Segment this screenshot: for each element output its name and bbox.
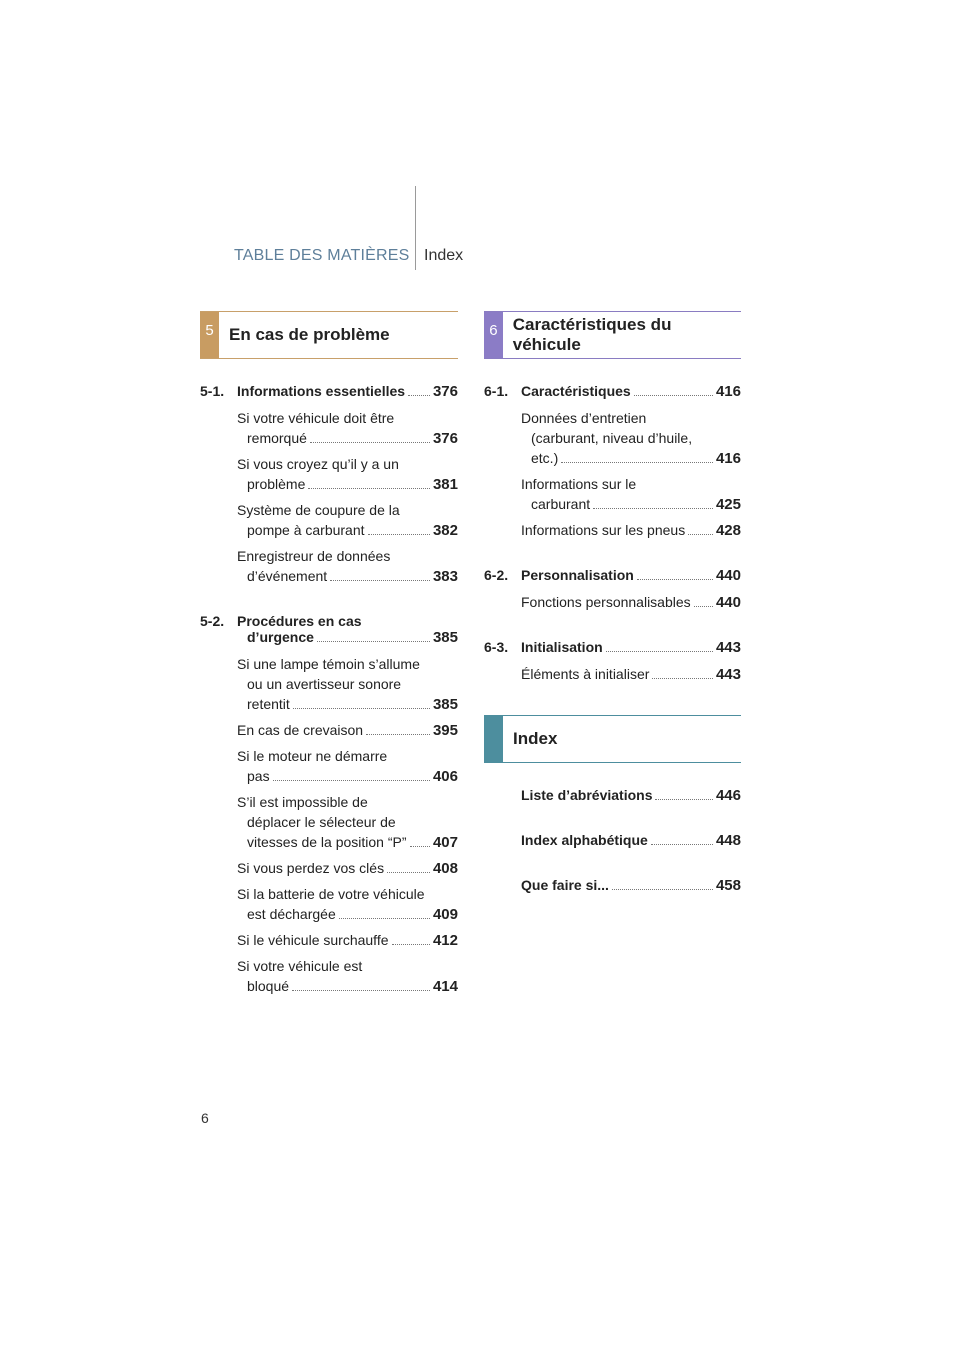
- item-row[interactable]: [521, 592, 741, 613]
- header-table-of-contents[interactable]: TABLE DES MATIÈRES: [234, 247, 410, 264]
- chapter-row[interactable]: [521, 639, 741, 656]
- item-row[interactable]: [237, 694, 458, 715]
- page-ref: 407: [432, 834, 458, 851]
- page-ref: 446: [715, 787, 741, 804]
- toc-item[interactable]: [237, 720, 458, 741]
- item-title: retentit: [247, 696, 290, 712]
- chapter-items: [237, 408, 458, 587]
- chapter-title: Informations essentielles: [237, 383, 406, 399]
- dot-leader: [339, 918, 430, 919]
- item-row[interactable]: [521, 664, 741, 685]
- dot-leader: [330, 580, 430, 581]
- chapter-title: Initialisation: [521, 639, 603, 655]
- page-ref: 376: [432, 430, 458, 447]
- toc-item[interactable]: [237, 408, 458, 449]
- item-row[interactable]: [521, 494, 741, 515]
- dot-leader: [387, 872, 430, 873]
- right-column: [484, 311, 741, 922]
- item-row[interactable]: [237, 832, 458, 853]
- toc-item[interactable]: [521, 664, 741, 685]
- left-chapters: [200, 383, 458, 997]
- chapter: [484, 639, 741, 685]
- item-line: Si le moteur ne démarre: [237, 748, 388, 764]
- page-ref: 416: [715, 383, 741, 400]
- section-title: Caractéristiques du véhicule: [512, 315, 672, 354]
- item-title: d’événement: [247, 568, 328, 584]
- dot-leader: [652, 678, 713, 679]
- item-row[interactable]: [237, 976, 458, 997]
- toc-item[interactable]: [521, 474, 741, 515]
- dot-leader: [310, 442, 430, 443]
- item-title: pompe à carburant: [247, 522, 365, 538]
- chapter-row[interactable]: [237, 383, 458, 400]
- dot-leader: [368, 534, 430, 535]
- section-title: Index: [513, 729, 558, 748]
- dot-leader: [634, 395, 713, 396]
- dot-leader: [606, 651, 713, 652]
- page-ref: 385: [432, 696, 458, 713]
- chapter-title-line: Procédures en cas: [237, 613, 362, 629]
- item-title: remorqué: [247, 430, 307, 446]
- item-title: pas: [247, 768, 270, 784]
- toc-item[interactable]: [521, 520, 741, 541]
- dot-leader: [694, 606, 713, 607]
- toc-item[interactable]: [237, 792, 458, 853]
- chapter: [484, 567, 741, 613]
- dot-leader: [308, 488, 430, 489]
- item-title: est déchargée: [247, 906, 336, 922]
- dot-leader: [651, 844, 713, 845]
- page-ref: 440: [715, 594, 741, 611]
- toc-item[interactable]: [521, 592, 741, 613]
- item-row[interactable]: [237, 520, 458, 541]
- chapter-items: [521, 408, 741, 541]
- page-ref: 383: [432, 568, 458, 585]
- index-entry-row[interactable]: [521, 832, 741, 849]
- page-ref: 443: [715, 666, 741, 683]
- dot-leader: [637, 579, 713, 580]
- chapter-title: Personnalisation: [521, 567, 634, 583]
- item-row[interactable]: [237, 428, 458, 449]
- chapter-title[interactable]: [521, 383, 741, 400]
- item-line: Si votre véhicule est: [237, 958, 363, 974]
- item-title: Si vous perdez vos clés: [237, 860, 385, 876]
- page-ref: 395: [432, 722, 458, 739]
- toc-item[interactable]: [237, 500, 458, 541]
- chapter-row[interactable]: [521, 383, 741, 400]
- page-ref: 416: [715, 450, 741, 467]
- index-entry-title: Liste d’abréviations: [521, 787, 653, 803]
- item-line: ou un avertisseur sonore: [247, 676, 402, 692]
- toc-item[interactable]: [237, 858, 458, 879]
- item-title: Fonctions personnalisables: [521, 594, 691, 610]
- toc-item[interactable]: [237, 546, 458, 587]
- page-ref: 385: [432, 629, 458, 646]
- chapter-row[interactable]: [237, 629, 458, 646]
- dot-leader: [593, 508, 713, 509]
- chapter: [484, 383, 741, 541]
- chapter: [200, 383, 458, 587]
- page-ref: 458: [715, 877, 741, 894]
- dot-leader: [561, 462, 713, 463]
- dot-leader: [392, 944, 430, 945]
- dot-leader: [688, 534, 713, 535]
- item-line: Données d’entretien: [521, 410, 647, 426]
- chapter-title[interactable]: [521, 567, 741, 584]
- item-line: déplacer le sélecteur de: [247, 814, 396, 830]
- chapter: [200, 613, 458, 997]
- page-ref: 443: [715, 639, 741, 656]
- item-row[interactable]: [237, 474, 458, 495]
- item-title: problème: [247, 476, 306, 492]
- item-line: Si la batterie de votre véhicule: [237, 886, 425, 902]
- dot-leader: [292, 990, 430, 991]
- toc-item[interactable]: [237, 654, 458, 715]
- section-5-header: [200, 311, 458, 359]
- item-row[interactable]: [237, 766, 458, 787]
- dot-leader: [293, 708, 430, 709]
- item-row[interactable]: [237, 930, 458, 951]
- dot-leader: [655, 799, 712, 800]
- item-title: Informations sur les pneus: [521, 522, 686, 538]
- toc-item[interactable]: [237, 746, 458, 787]
- toc-item[interactable]: [237, 930, 458, 951]
- chapter-number: 6-2.: [484, 567, 509, 583]
- dot-leader: [366, 734, 430, 735]
- toc-item[interactable]: [237, 956, 458, 997]
- item-row[interactable]: [521, 448, 741, 469]
- index-entries: [521, 787, 741, 894]
- item-title: Si le véhicule surchauffe: [237, 932, 389, 948]
- dot-leader: [408, 395, 430, 396]
- item-line: Enregistreur de données: [237, 548, 391, 564]
- item-row[interactable]: [237, 566, 458, 587]
- dot-leader: [410, 846, 430, 847]
- chapter-number: 5-1.: [200, 383, 225, 399]
- page-number: 6: [201, 1110, 209, 1126]
- index-entry-title: Index alphabétique: [521, 832, 648, 848]
- item-line: Si une lampe témoin s’allume: [237, 656, 420, 672]
- chapter-title[interactable]: [237, 613, 458, 646]
- item-line: Informations sur le: [521, 476, 637, 492]
- section-number: 6: [484, 312, 503, 358]
- chapter-title: d’urgence: [247, 629, 314, 645]
- section-number: 5: [200, 312, 219, 358]
- index-section-header: [484, 715, 741, 763]
- item-line: Si votre véhicule doit être: [237, 410, 395, 426]
- item-title: En cas de crevaison: [237, 722, 364, 738]
- header-divider: [415, 186, 416, 270]
- page-ref: 381: [432, 476, 458, 493]
- toc-item[interactable]: [237, 884, 458, 925]
- page-ref: 428: [715, 522, 741, 539]
- index-entry-title: Que faire si...: [521, 877, 609, 893]
- item-title: vitesses de la position “P”: [247, 834, 407, 850]
- item-row[interactable]: [237, 858, 458, 879]
- chapter-title[interactable]: [237, 383, 458, 400]
- header-index-link[interactable]: Index: [424, 247, 464, 264]
- dot-leader: [317, 641, 430, 642]
- page-ref: 440: [715, 567, 741, 584]
- item-row[interactable]: [237, 904, 458, 925]
- left-column: [200, 311, 458, 1002]
- page-ref: 409: [432, 906, 458, 923]
- right-chapters: [484, 383, 741, 685]
- index-entry-row[interactable]: [521, 787, 741, 804]
- chapter-items: [521, 664, 741, 685]
- page-ref: 382: [432, 522, 458, 539]
- page-ref: 412: [432, 932, 458, 949]
- item-row[interactable]: [521, 520, 741, 541]
- chapter-title[interactable]: [521, 639, 741, 656]
- section-6-header: [484, 311, 741, 359]
- chapter-row[interactable]: [521, 567, 741, 584]
- item-line: Système de coupure de la: [237, 502, 400, 518]
- item-line: Si vous croyez qu’il y a un: [237, 456, 399, 472]
- page-ref: 425: [715, 496, 741, 513]
- toc-item[interactable]: [521, 408, 741, 469]
- item-line: S’il est impossible de: [237, 794, 368, 810]
- dot-leader: [612, 889, 713, 890]
- chapter-number: 6-3.: [484, 639, 509, 655]
- page-ref: 406: [432, 768, 458, 785]
- index-entry-row[interactable]: [521, 877, 741, 894]
- item-title: etc.): [531, 450, 559, 466]
- dot-leader: [273, 780, 430, 781]
- chapter-number: 5-2.: [200, 613, 225, 629]
- page-ref: 448: [715, 832, 741, 849]
- item-title: Éléments à initialiser: [521, 666, 650, 682]
- chapter-title: Caractéristiques: [521, 383, 631, 399]
- item-row[interactable]: [237, 720, 458, 741]
- chapter-number: 6-1.: [484, 383, 509, 399]
- section-color-bar: [484, 716, 503, 762]
- chapter-items: [521, 592, 741, 613]
- item-title: carburant: [531, 496, 591, 512]
- section-title: En cas de problème: [229, 325, 390, 344]
- item-line: (carburant, niveau d’huile,: [531, 430, 693, 446]
- page-ref: 408: [432, 860, 458, 877]
- toc-item[interactable]: [237, 454, 458, 495]
- chapter-items: [237, 654, 458, 997]
- page-ref: 376: [432, 383, 458, 400]
- item-title: bloqué: [247, 978, 290, 994]
- page-ref: 414: [432, 978, 458, 995]
